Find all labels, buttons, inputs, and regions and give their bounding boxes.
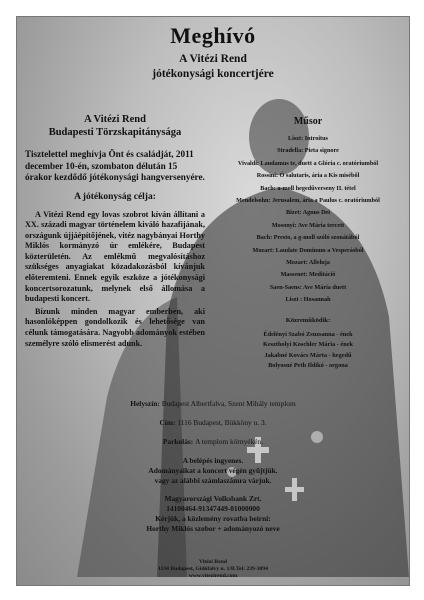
program-item: Liszt: Introitus — [288, 135, 328, 142]
poster-frame — [16, 16, 410, 586]
subtitle-organization: A Vitézi Rend — [179, 53, 247, 65]
program-item: Massenet: Meditáció — [280, 271, 336, 279]
performer: Bolyosné Peth Ildikó - orgona — [268, 361, 348, 369]
program-item: Bizet: Agnus Dei — [286, 209, 330, 217]
subtitle-event: jótékonysági koncertjére — [152, 68, 274, 80]
program-item: Rossini: Ó salutaris, ária a Kis miséből — [256, 172, 360, 180]
page-title: Meghívó — [170, 23, 256, 48]
bank-account: 14100464-91347449-01000000 — [166, 504, 260, 513]
venue-line — [17, 399, 409, 409]
program-item: Liszt : Hosannah — [285, 296, 331, 304]
program-item: Bach: a-moll hegedűverseny II. tétel — [260, 184, 356, 192]
entry-donations: Adományaikat a koncert végén gyűjtjük. — [148, 466, 278, 475]
performer: Kesztholyi Koschler Mária - ének — [262, 341, 354, 349]
right-column — [213, 116, 403, 371]
venue-label: Helyszín: — [130, 399, 160, 408]
parking-value: A templom környékén. — [195, 437, 264, 446]
org-name: A Vitézi Rend — [84, 114, 146, 125]
program-item: Vivaldi: Laudamus te, duett a Glória c. oratóriumból — [237, 159, 379, 167]
footer-website: www.vitezirend.com — [188, 573, 238, 580]
footer — [17, 559, 409, 581]
program-heading: Műsor — [293, 116, 323, 127]
address-value: 1116 Budapest, Bükköny u. 3. — [177, 418, 267, 427]
performers-heading: Közreműködik: — [285, 316, 331, 324]
entry-free: A belépés ingyenes. — [182, 456, 244, 465]
program-item: Bach: Presto, a g-moll szóló szonátából — [256, 234, 360, 242]
event-details — [17, 399, 409, 534]
program-item: Mozart: Laudate Dominum a Vesperásból — [252, 246, 364, 254]
note-instruction: Kérjük, a közlemény rovatba beírni: — [155, 514, 271, 523]
bank-name: Magyarországi Volksbank Zrt. — [164, 494, 262, 503]
venue-value: Budapest Albertfalva, Szent Mihály templom — [161, 399, 296, 408]
program-item: Mozart: Alleluja — [286, 259, 330, 267]
org-unit: Budapesti Törzskapitánysága — [48, 127, 182, 138]
invitation-text: Tisztelettel meghívja Önt és családját, 2011 december 10-én, szombaton délután 15 órakor kezdődő jótékonysági hangversenyére. — [25, 149, 205, 182]
parking-label: Parkolás: — [162, 437, 194, 446]
goal-heading: A jótékonyság célja: — [74, 191, 156, 202]
note-text: Horthy Miklós szobor + adományozó neve — [146, 524, 280, 533]
goal-paragraph-2: Bízunk minden magyar emberben, aki hasonlóképpen gondolkozik és lehetősége van célunk támogatására. Nagyobb adományok estében személyre szóló elismerést adunk. — [25, 306, 205, 348]
performer: Édelényi Szabó Zsuzsanna - ének — [263, 330, 353, 338]
address-label: Cím: — [159, 418, 176, 427]
program-item: Stradella: Pieta signore — [277, 147, 339, 155]
footer-address: 1134 Budapest, Gidófalvy u. 1/B.Tel: 239-3094 — [158, 566, 268, 573]
program-item: Mendelsohn: Jerusalem, ária a Paulus c. oratóriumból — [236, 197, 380, 205]
left-column — [25, 113, 205, 349]
goal-paragraph-1: A Vitézi Rend egy lovas szobrot kíván állítani a XX. századi magyar történelem kiváló hazafijának, országunk újjáépítőjének, vitéz nagybányai Horthy Miklós kormányzó úr emlékére, Budapest közterületén. Az emlékmű megvalósításhoz szükséges anyagiakat közadakozásból kívánjuk előteremteni. Ennek egyik eszköze a jótékonysági koncertsorozatunk, melynek első állomása a budapesti koncert. — [25, 209, 205, 304]
program-item: Saen-Saens: Ave Mária duett — [269, 283, 347, 291]
entry-account: vagy az alábbi számlaszámra várjuk. — [154, 476, 272, 485]
parking-line — [17, 437, 409, 447]
performer: Jakabné Kovács Márta - hegedű — [264, 351, 352, 359]
footer-org: Vitézi Rend — [199, 559, 227, 565]
program-item: Mosonyi: Ave Mária tercett — [271, 221, 345, 229]
address-line — [17, 418, 409, 428]
